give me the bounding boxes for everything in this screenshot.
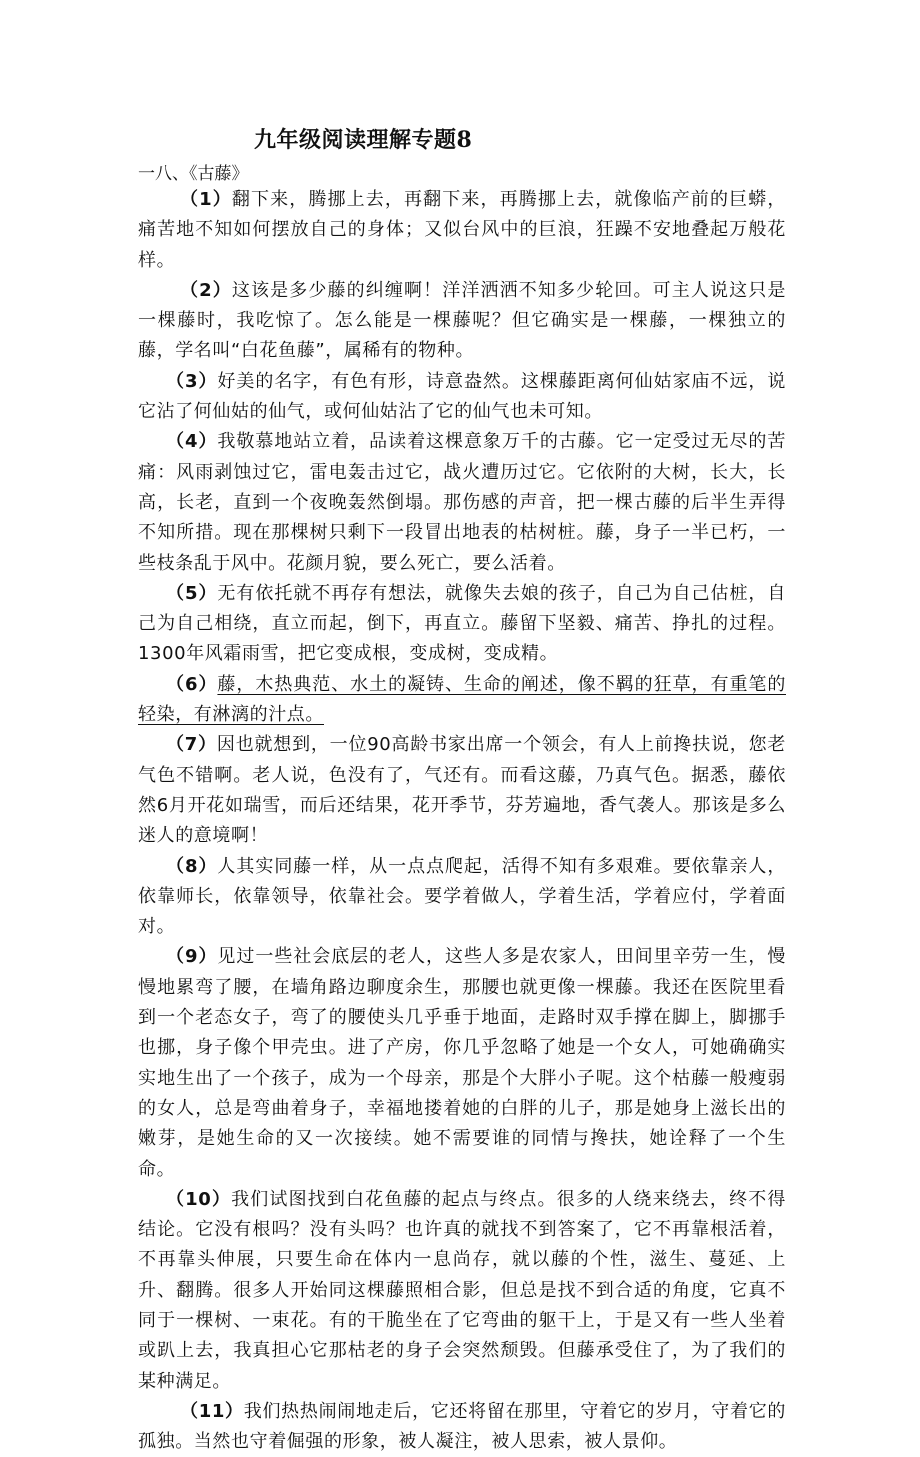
article-body [138,185,786,1457]
paragraph-number: （1） [180,189,232,210]
paragraph-11 [138,1397,786,1457]
paragraph-6 [138,670,786,731]
underlined-sentence: 藤，木热典范、水土的凝铸、生命的阐述，像不羁的狂草，有重笔的轻染，有淋漓的汁点。 [138,673,786,726]
paragraph-9 [138,942,786,1184]
paragraph-number: （5） [166,582,218,604]
paragraph-number: （10） [166,1188,232,1210]
paragraph-number: （7） [166,734,217,756]
page-title: 九年级阅读理解专题8 [254,127,473,153]
paragraph-3 [138,367,786,428]
paragraph-number: （8） [166,855,218,877]
paragraph-number: （9） [166,946,218,968]
paragraph-text: 我敬慕地站立着，品读着这棵意象万千的古藤。它一定受过无尽的苦痛：风雨剥蚀过它，雷电轰击过它，战火遭历过它。它依附的大树，长大，长高，长老，直到一个夜晚轰然倒塌。那伤感的声音，把一棵古藤的后半生弄得不知所措。现在那棵树只剩下一段冒出地表的枯树桩。藤，身子一半已朽，一些枝条乱于风中。花颜月貌，要么死亡，要么活着。 [138,431,786,574]
paragraph-text: 见过一些社会底层的老人，这些人多是农家人，田间里辛劳一生，慢慢地累弯了腰，在墙角路边聊度余生，那腰也就更像一棵藤。我还在医院里看到一个老态女子，弯了的腰使头几乎垂于地面，走路时双手撑在脚上，脚挪手也挪，身子像个甲壳虫。进了产房，你几乎忽略了她是一个女人，可她确确实实地生出了一个孩子，成为一个母亲，那是个大胖小子呢。这个枯藤一般瘦弱的女人，总是弯曲着身子，幸福地搂着她的白胖的儿子，那是她身上滋长出的嫩芽，是她生命的又一次接续。她不需要谁的同情与搀扶，她诠释了一个生命。 [138,946,786,1180]
paragraph-7 [138,730,786,851]
paragraph-number: （11） [180,1400,244,1422]
paragraph-text: 因也就想到，一位90高龄书家出席一个领会，有人上前搀扶说，您老气色不错啊。老人说，色没有了，气还有。而看这藤，乃真气色。据悉，藤依然6月开花如瑞雪，而后还结果，花开季节，芬芳遍地，香气袭人。那该是多么迷人的意境啊！ [138,734,786,847]
paragraph-number: （2） [180,279,232,301]
paragraph-4 [138,427,786,578]
paragraph-text: 翻下来，腾挪上去，再翻下来，再腾挪上去，就像临产前的巨蟒，痛苦地不知如何摆放自己的身体；又似台风中的巨浪，狂躁不安地叠起万般花样。 [138,189,786,271]
paragraph-2 [138,276,786,367]
paragraph-1 [138,185,786,276]
paragraph-10 [138,1185,786,1397]
paragraph-text: 这该是多少藤的纠缠啊！洋洋洒洒不知多少轮回。可主人说这只是一棵藤时，我吃惊了。怎么能是一棵藤呢？但它确实是一棵藤，一棵独立的藤，学名叫“白花鱼藤”，属稀有的物种。 [138,279,786,362]
paragraph-number: （3） [166,370,218,392]
paragraph-number: （4） [166,431,218,453]
paragraph-text: 无有依托就不再存有想法，就像失去娘的孩子，自己为自己估桩，自己为自己相绕，直立而起，倒下，再直立。藤留下坚毅、痛苦、挣扎的过程。1300年风霜雨雪，把它变成根，变成树，变成精。 [138,582,786,665]
paragraph-text: 我们热热闹闹地走后，它还将留在那里，守着它的岁月，守着它的孤独。当然也守着倔强的形象，被人凝注，被人思索，被人景仰。 [138,1400,786,1453]
paragraph-text: 我们试图找到白花鱼藤的起点与终点。很多的人绕来绕去，终不得结论。它没有根吗？没有头吗？也许真的就找不到答案了，它不再靠根活着，不再靠头伸展，只要生命在体内一息尚存，就以藤的个性，滋生、蔓延、上升、翻腾。很多人开始同这棵藤照相合影，但总是找不到合适的角度，它真不同于一棵树、一束花。有的干脆坐在了它弯曲的躯干上，于是又有一些人坐着或趴上去，我真担心它那枯老的身子会突然颓毁。但藤承受住了，为了我们的某种满足。 [138,1188,786,1392]
paragraph-8 [138,852,786,943]
paragraph-text: 人其实同藤一样，从一点点爬起，活得不知有多艰难。要依靠亲人，依靠师长，依靠领导，依靠社会。要学着做人，学着生活，学着应付，学着面对。 [138,855,786,938]
paragraph-5 [138,579,786,670]
paragraph-text: 好美的名字，有色有形，诗意盎然。这棵藤距离何仙姑家庙不远，说它沾了何仙姑的仙气，或何仙姑沾了它的仙气也未可知。 [138,370,786,423]
section-heading: 一八、《古藤》 [138,164,249,184]
paragraph-number: （6） [166,673,218,695]
